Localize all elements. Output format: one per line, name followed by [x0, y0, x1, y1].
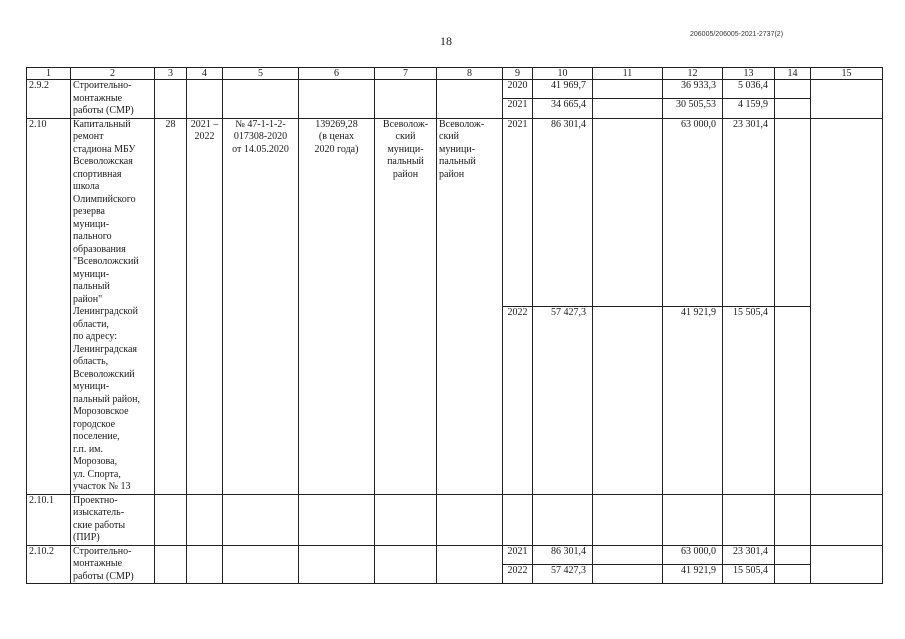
year-cell: 2022	[503, 306, 533, 494]
page-number: 18	[440, 34, 452, 48]
total-cell: 41 969,7	[533, 80, 593, 99]
col-header: 9	[503, 68, 533, 80]
budget-cell: 5 036,4	[723, 80, 775, 99]
work-name: Строительно- монтажные работы (СМР)	[71, 80, 155, 119]
row-number: 2.10.1	[27, 494, 71, 545]
col-header: 1	[27, 68, 71, 80]
col-header: 8	[437, 68, 503, 80]
row-number: 2.10	[27, 118, 71, 494]
object-name: Капитальный ремонт стадиона МБУ Всеволожская спортивная школа Олимпийского резерва муници- пального образования "Всеволожский муници- пальный район" Ленинградской области, по адресу: Ленинградская область, Всеволожский муници- пальный район, Морозовское городское поселение, г.п. им. Морозова, ул. Спорта, участок № 13	[71, 118, 155, 494]
col-header: 2	[71, 68, 155, 80]
fund-cell: 36 933,3	[663, 80, 723, 99]
customer-cell: Всеволож- ский муници- пальный район	[375, 118, 437, 494]
fund-cell: 63 000,0	[663, 545, 723, 564]
col-header: 5	[223, 68, 299, 80]
col-header: 11	[593, 68, 663, 80]
total-cell: 86 301,4	[533, 118, 593, 306]
year-cell: 2020	[503, 80, 533, 99]
total-cell: 86 301,4	[533, 545, 593, 564]
col-header: 4	[187, 68, 223, 80]
object-count: 28	[155, 118, 187, 494]
col-header: 12	[663, 68, 723, 80]
year-cell: 2022	[503, 564, 533, 583]
column-number-row	[27, 68, 883, 80]
work-name: Строительно- монтажные работы (СМР)	[71, 545, 155, 584]
work-name: Проектно- изыскатель- ские работы (ПИР)	[71, 494, 155, 545]
budget-cell: 4 159,9	[723, 99, 775, 118]
fund-cell: 41 921,9	[663, 306, 723, 494]
period-cell: 2021 – 2022	[187, 118, 223, 494]
col-header: 14	[775, 68, 811, 80]
budget-cell: 15 505,4	[723, 564, 775, 583]
budget-cell: 23 301,4	[723, 545, 775, 564]
table-row	[27, 80, 883, 99]
table-row	[27, 118, 883, 306]
row-number: 2.9.2	[27, 80, 71, 119]
recipient-cell: Всеволож- ский муници- пальный район	[437, 118, 503, 494]
register-table	[26, 67, 883, 584]
total-cell: 57 427,3	[533, 564, 593, 583]
col-header: 7	[375, 68, 437, 80]
expertise-cell: № 47-1-1-2- 017308-2020 от 14.05.2020	[223, 118, 299, 494]
fund-cell: 63 000,0	[663, 118, 723, 306]
table-row	[27, 545, 883, 564]
year-cell: 2021	[503, 545, 533, 564]
table-row	[27, 494, 883, 545]
document-id: 206005/206005-2021-2737(2)	[690, 31, 784, 38]
year-cell: 2021	[503, 118, 533, 306]
cost-cell: 139269,28 (в ценах 2020 года)	[299, 118, 375, 494]
budget-cell: 15 505,4	[723, 306, 775, 494]
col-header: 10	[533, 68, 593, 80]
fund-cell: 30 505,53	[663, 99, 723, 118]
col-header: 3	[155, 68, 187, 80]
total-cell: 34 665,4	[533, 99, 593, 118]
col-header: 6	[299, 68, 375, 80]
total-cell: 57 427,3	[533, 306, 593, 494]
row-number: 2.10.2	[27, 545, 71, 584]
col-header: 13	[723, 68, 775, 80]
fund-cell: 41 921,9	[663, 564, 723, 583]
budget-cell: 23 301,4	[723, 118, 775, 306]
year-cell: 2021	[503, 99, 533, 118]
col-header: 15	[811, 68, 883, 80]
